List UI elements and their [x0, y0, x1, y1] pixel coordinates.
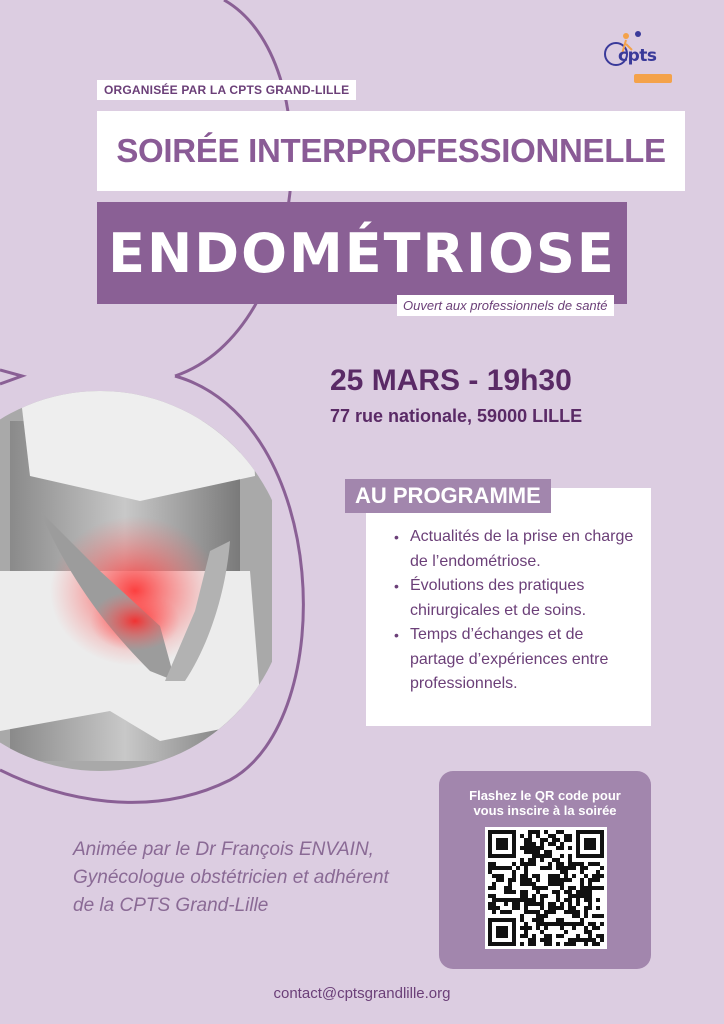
program-item: • Temps d’échanges et de partage d’expériences entre professionnels.: [394, 626, 609, 692]
headline-banner: [97, 202, 627, 304]
animator-text: Animée par le Dr François ENVAIN, Gynécologue obstétricien et adhérent de la CPTS Grand-Lille: [73, 839, 389, 916]
event-headline: ENDOMÉTRIOSE: [108, 221, 616, 285]
logo-band: [634, 74, 672, 83]
program-header: AU PROGRAMME: [345, 479, 551, 513]
qr-caption: Flashez le QR code pour vous inscire à la soirée: [469, 788, 621, 818]
qr-code[interactable]: [485, 827, 607, 949]
abdomen-photo: [0, 381, 272, 775]
cpts-logo: [604, 28, 676, 88]
logo-text: cpts: [618, 46, 657, 66]
program-list: [392, 525, 642, 697]
audience-label: Ouvert aux professionnels de santé: [397, 295, 614, 316]
event-address: 77 rue nationale, 59000 LILLE: [330, 406, 583, 426]
event-date: 25 MARS - 19h30: [330, 364, 572, 397]
program-item: • Actualités de la prise en charge de l’endométriose.: [394, 528, 634, 570]
qr-card[interactable]: [439, 771, 651, 969]
title-banner: [97, 111, 685, 191]
program-item: • Évolutions des pratiques chirurgicales et de soins.: [394, 577, 587, 619]
organizer-label: ORGANISÉE PAR LA CPTS GRAND-LILLE: [97, 80, 356, 100]
event-title: SOIRÉE INTERPROFESSIONNELLE: [116, 132, 666, 169]
contact-email[interactable]: contact@cptsgrandlille.org: [273, 985, 451, 1002]
